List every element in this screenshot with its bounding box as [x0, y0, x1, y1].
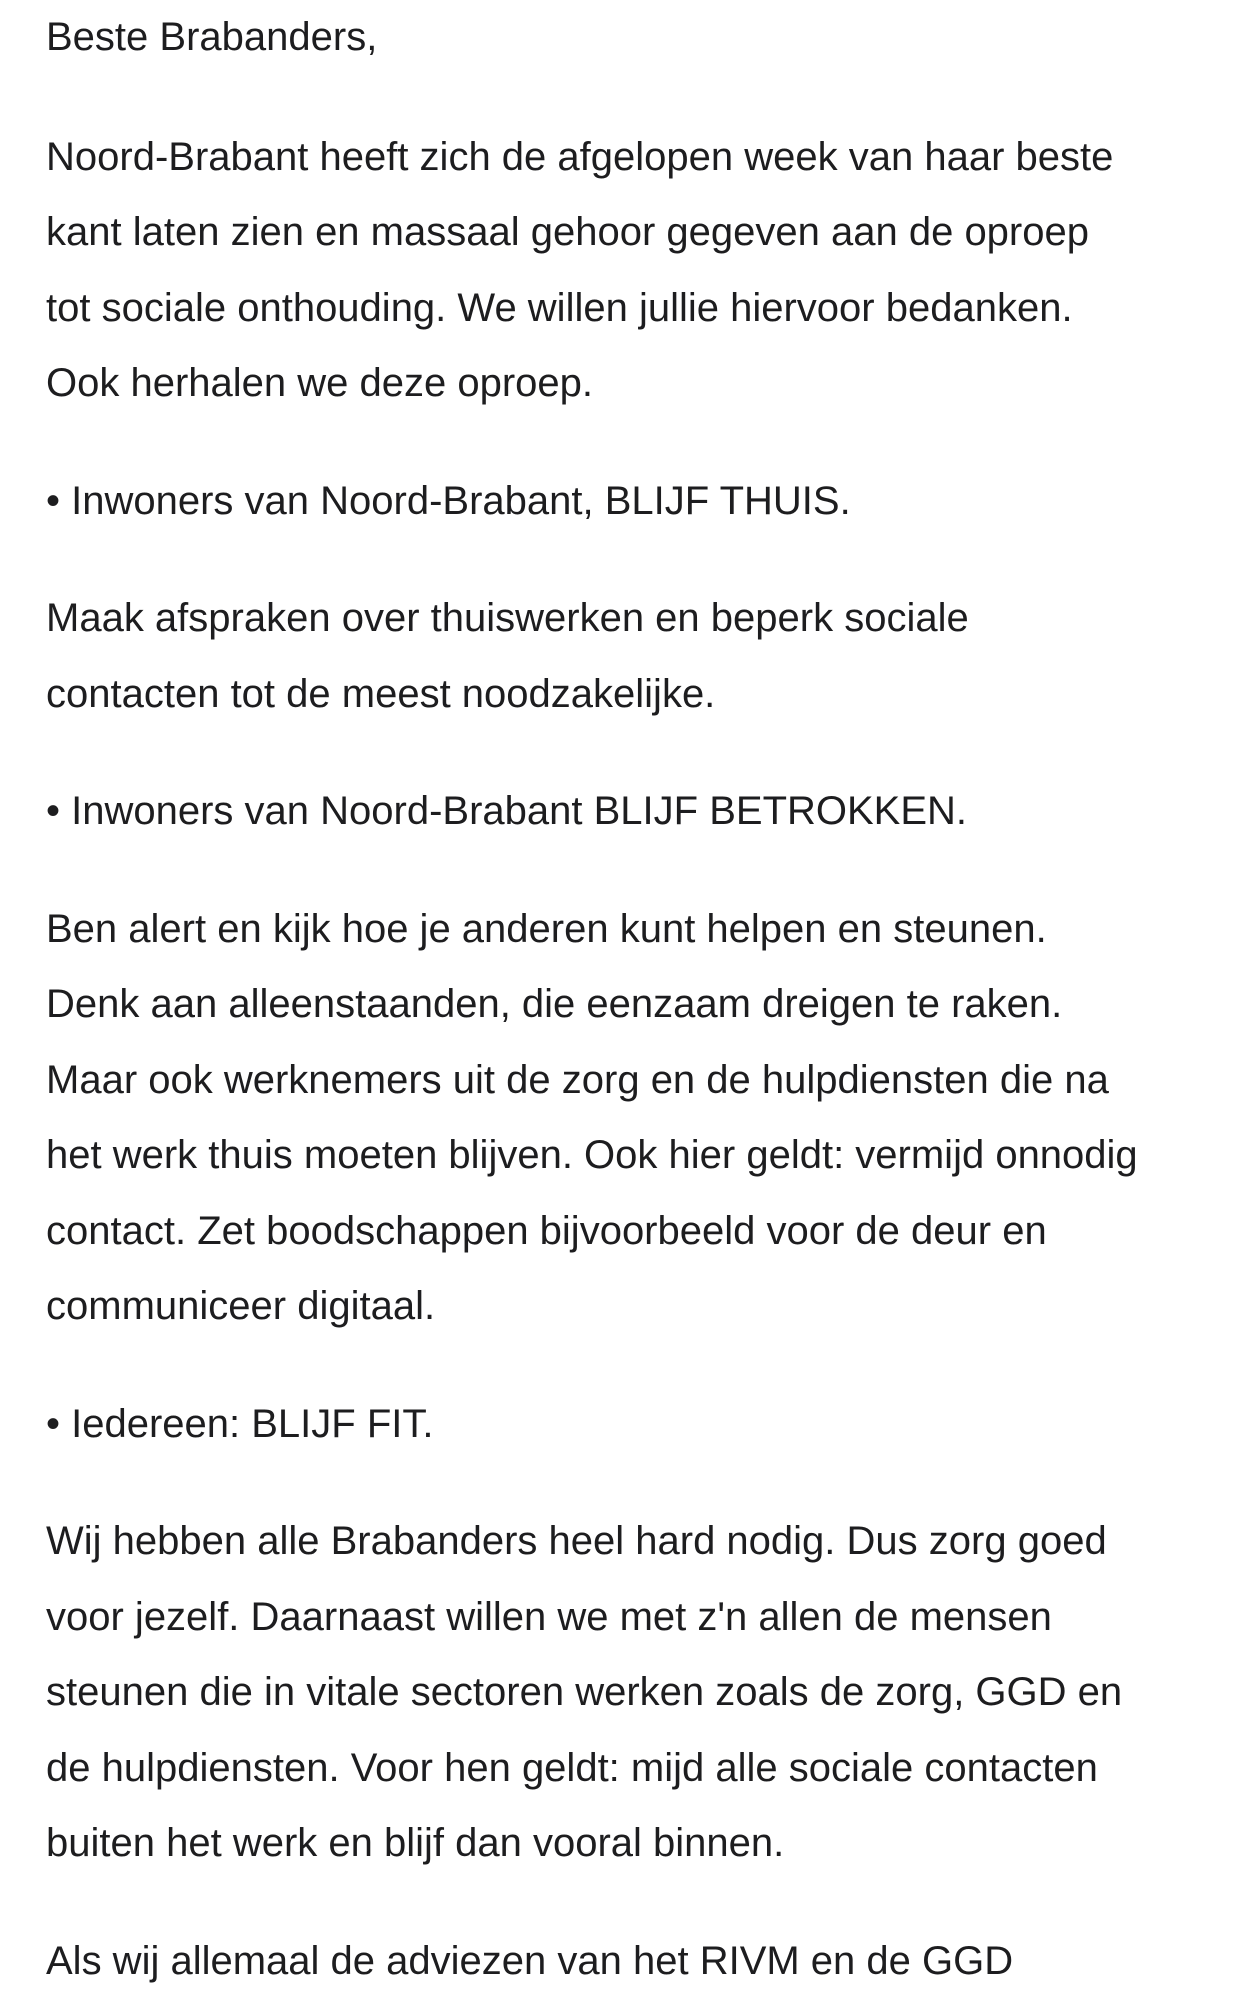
fit-line: steunen die in vitale sectoren werken zoals de zorg, GGD en	[46, 1670, 1123, 1714]
fit-line: buiten het werk en blijf dan vooral binnen.	[46, 1821, 785, 1865]
intro-line: tot sociale onthouding. We willen jullie hiervoor bedanken.	[46, 285, 1073, 330]
fit-paragraph	[46, 1504, 1226, 1882]
closing-line: Als wij allemaal de adviezen van het RIVM en de GGD	[46, 1938, 1014, 1983]
fit-line: Wij hebben alle Brabanders heel hard nodig. Dus zorg goed	[46, 1519, 1107, 1563]
thuis-line: contacten tot de meest noodzakelijke.	[46, 671, 716, 716]
greeting: Beste Brabanders,	[46, 15, 378, 59]
spacer	[46, 539, 1226, 581]
intro-line: Noord-Brabant heeft zich de afgelopen week van haar beste	[46, 134, 1114, 179]
bullet-blijf-betrokken: • Inwoners van Noord-Brabant BLIJF BETROKKEN.	[46, 789, 968, 833]
spacer	[46, 732, 1226, 774]
thuis-paragraph	[46, 581, 1226, 732]
spacer	[46, 76, 1226, 120]
spacer	[46, 1462, 1226, 1504]
betrokken-line: Denk aan alleenstaanden, die eenzaam dreigen te raken.	[46, 982, 1063, 1026]
letter-body	[46, 0, 1226, 1999]
betrokken-line: het werk thuis moeten blijven. Ook hier geldt: vermijd onnodig	[46, 1133, 1138, 1177]
betrokken-line: communiceer digitaal.	[46, 1284, 436, 1328]
betrokken-paragraph	[46, 892, 1226, 1345]
spacer	[46, 1345, 1226, 1387]
bullet-blijf-fit: • Iedereen: BLIJF FIT.	[46, 1401, 434, 1446]
betrokken-line: Ben alert en kijk hoe je anderen kunt helpen en steunen.	[46, 906, 1047, 951]
intro-line: Ook herhalen we deze oproep.	[46, 361, 594, 405]
betrokken-line: contact. Zet boodschappen bijvoorbeeld voor de deur en	[46, 1208, 1047, 1253]
spacer	[46, 850, 1226, 892]
spacer	[46, 422, 1226, 464]
fit-line: voor jezelf. Daarnaast willen we met z'n allen de mensen	[46, 1594, 1052, 1639]
spacer	[46, 1882, 1226, 1924]
fit-line: de hulpdiensten. Voor hen geldt: mijd alle sociale contacten	[46, 1745, 1098, 1790]
intro-line: kant laten zien en massaal gehoor gegeven aan de oproep	[46, 210, 1089, 254]
intro-paragraph	[46, 120, 1226, 422]
thuis-line: Maak afspraken over thuiswerken en beperk sociale	[46, 596, 969, 640]
bullet-blijf-thuis: • Inwoners van Noord-Brabant, BLIJF THUIS.	[46, 478, 851, 523]
betrokken-line: Maar ook werknemers uit de zorg en de hulpdiensten die na	[46, 1057, 1109, 1102]
